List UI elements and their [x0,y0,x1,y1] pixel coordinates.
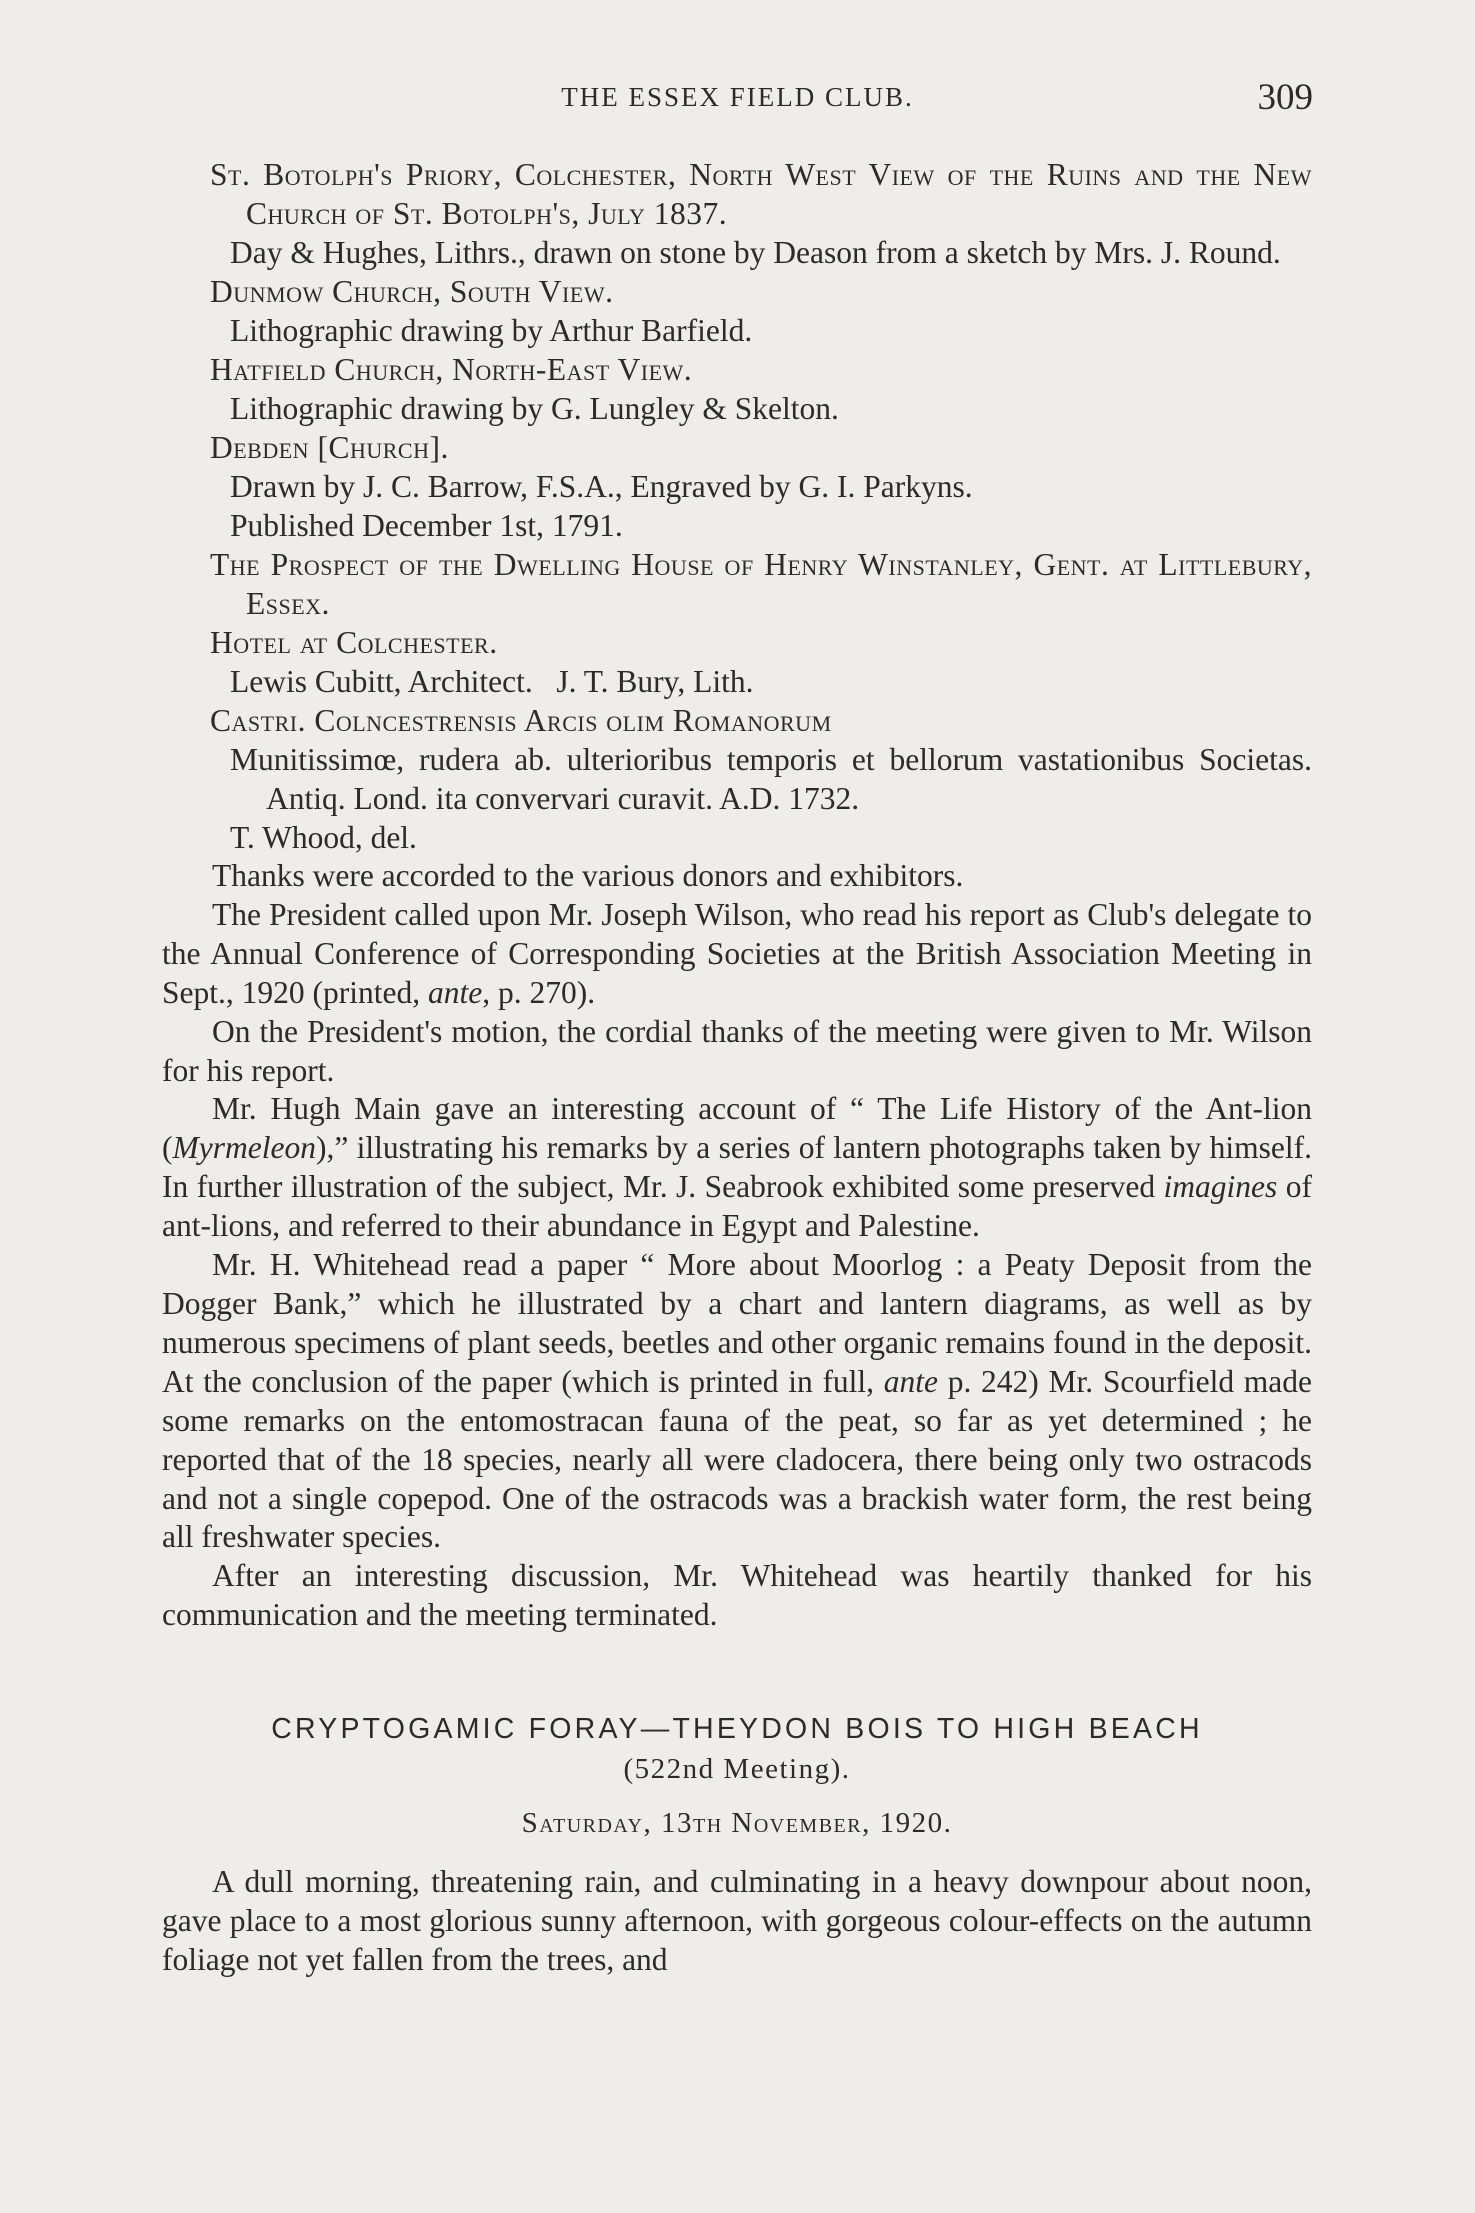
exhibit-detail: Drawn by J. C. Barrow, F.S.A., Engraved by G. I. Parkyns. [230,469,973,504]
exhibit-entry [162,623,1312,701]
exhibit-entry [162,701,1312,857]
italic-text: imagines [1163,1169,1278,1205]
exhibit-title: Dunmow Church, South View. [210,274,614,309]
page-header [0,77,1475,122]
exhibit-title: St. Botolph's Priory, Colchester, North West View of the Ruins and the New Church of St. Botolph's, July 1837. [210,157,1312,231]
exhibit-title: Castri. Colncestrensis Arcis olim Romanorum [210,703,832,738]
exhibit-detail: T. Whood, del. [230,820,417,855]
paragraph-ant-lion [162,1090,1312,1246]
exhibit-detail: Lithographic drawing by G. Lungley & Skelton. [230,391,839,426]
paragraph-wilson-report [162,896,1312,1013]
paragraph-text: of ant-lions, and referred to their abundance in Egypt and Palestine. [162,1169,1312,1244]
exhibit-detail: Day & Hughes, Lithrs., drawn on stone by Deason from a sketch by Mrs. J. Round. [230,235,1281,270]
paragraph-text: , p. 270). [482,974,596,1010]
exhibit-entry [162,350,1312,428]
exhibit-title: Hatfield Church, North-East View. [210,352,693,387]
exhibit-title: Debden [Church]. [210,430,449,465]
exhibit-entry [162,428,1312,545]
meeting-number: (522nd Meeting). [623,1753,851,1786]
paragraph-thanks: Thanks were accorded to the various donors and exhibitors. [212,858,964,893]
paragraph-foray-opening: A dull morning, threatening rain, and culminating in a heavy downpour about noon, gave place to a most glorious sunny afternoon, with gorgeous colour-effects on the autumn foliage not yet fallen from the trees, and [162,1864,1312,1977]
paragraph-text: Mr. Hugh Main gave an interesting account of “ The Life History of the Ant-lion ( [162,1091,1312,1166]
paragraph-text: Mr. H. Whitehead read a paper “ More about Moorlog : a Peaty Deposit from the Dogger Bank,” which he illustrated by a chart and lantern diagrams, as well as by numerous specimens of plant seeds, beetles and other organic remains found in the deposit. At the conclusion of the paper (which is printed in full, [162,1247,1312,1399]
paragraph-text: p. 242) Mr. Scourfield made some remarks on the entomostracan fauna of the peat, so far as yet determined ; he reported that of the 18 species, nearly all were cladocera, there being only two ostracods and not a single copepod. One of the ostracods was a brackish water form, the rest being all freshwater species. [162,1363,1312,1555]
page-body [162,155,1312,1980]
exhibit-entry [162,545,1312,623]
paragraph-moorlog [162,1246,1312,1557]
exhibit-title: The Prospect of the Dwelling House of Henry Winstanley, Gent. at Littlebury, Essex. [210,547,1312,621]
exhibit-entry [162,272,1312,350]
exhibit-detail: Lewis Cubitt, Architect. J. T. Bury, Lith. [230,664,754,699]
meeting-date: Saturday, 13th November, 1920. [521,1807,953,1840]
italic-text: ante [427,974,483,1010]
running-head: THE ESSEX FIELD CLUB. [561,82,914,112]
exhibit-title: Hotel at Colchester. [210,625,498,660]
page-number: 309 [1257,77,1313,118]
exhibit-entry [162,155,1312,272]
exhibit-detail: Lithographic drawing by Arthur Barfield. [230,313,753,348]
italic-text: Myrmeleon [172,1130,316,1166]
paragraph-motion: On the President's motion, the cordial thanks of the meeting were given to Mr. Wilson for his report. [162,1013,1312,1088]
paragraph-text: The President called upon Mr. Joseph Wilson, who read his report as Club's delegate to the Annual Conference of Corresponding Societies at the British Association Meeting in Sept., 1920 (printed, [162,896,1312,1010]
paragraph-text: ),” illustrating his remarks by a series of lantern photographs taken by himself. In further illustration of the subject, Mr. J. Seabrook exhibited some preserved [162,1130,1312,1205]
exhibit-detail: Munitissimœ, rudera ab. ulterioribus temporis et bellorum vastationibus Societas. Antiq. Lond. ita convervari curavit. A.D. 1732. [230,742,1312,816]
italic-text: ante [883,1363,939,1399]
exhibit-detail: Published December 1st, 1791. [230,508,623,543]
section-heading: CRYPTOGAMIC FORAY—THEYDON BOIS TO HIGH BEACH [271,1713,1203,1746]
paragraph-closing: After an interesting discussion, Mr. Whitehead was heartily thanked for his communication and the meeting terminated. [162,1558,1312,1633]
